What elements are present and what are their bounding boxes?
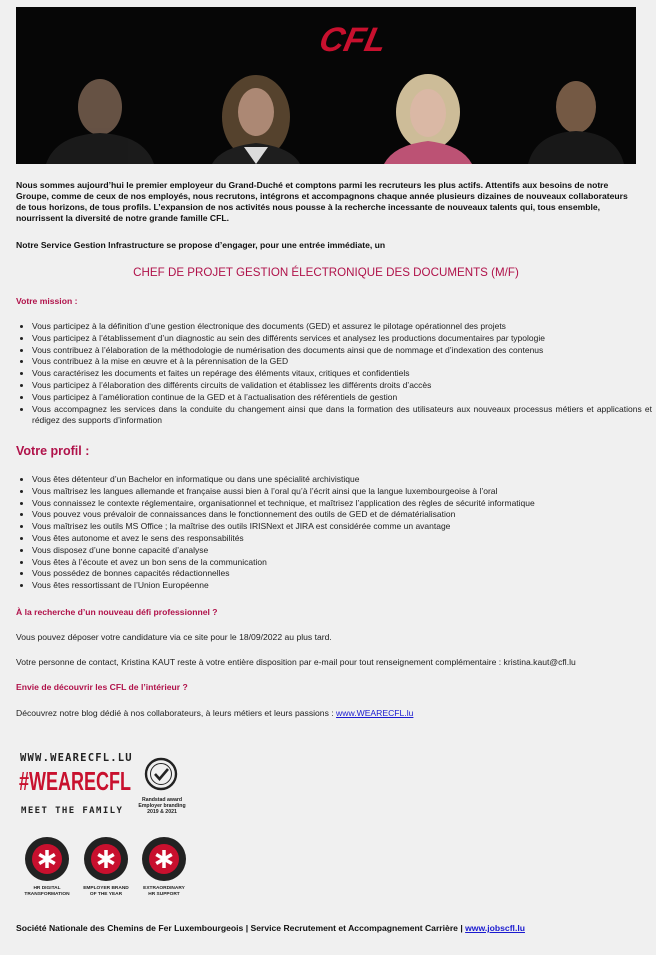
- contact-text: Votre personne de contact, Kristina KAUT reste à votre entière disposition par e-mail pour tout renseignement complémentaire : kristina.kaut@cfl.lu: [16, 657, 576, 667]
- blog-heading: Envie de découvrir les CFL de l’intérieur ?: [16, 682, 188, 692]
- intro-paragraph: Nous sommes aujourd’hui le premier employeur du Grand-Duché et comptons parmi les recruteurs les plus actifs. Attentifs aux besoins de notre Groupe, comme de ceux de nos employés, nous recrutons, intégrons et accompagnons chaque année plusieurs dizaines de nouveaux collaborateurs de tous horizons, de tous profils. L’expansion de nos activités nous pousse à la recherche incessante de nouveaux talents qui, tous ensemble, nourrissent la diversité de notre grande famille CFL.: [16, 180, 628, 223]
- list-item: • Vous participez à l’établissement d’un diagnostic au sein des différents services et analysez les productions documentaires par typologie: [32, 333, 652, 345]
- award-3-line1: EXTRAORDINARY: [143, 886, 185, 891]
- job-title: CHEF DE PROJET GESTION ÉLECTRONIQUE DES DOCUMENTS (M/F): [133, 266, 519, 279]
- list-item: • Vous contribuez à la mise en œuvre et à la pérennisation de la GED: [32, 356, 652, 368]
- person-1: [46, 79, 154, 164]
- engage-paragraph: Notre Service Gestion Infrastructure se propose d’engager, pour une entrée immédiate, un: [16, 240, 386, 250]
- list-item: • Vous êtes à l’écoute et avez un bon sens de la communication: [32, 557, 652, 569]
- cfl-logo-text: CFL: [315, 21, 390, 59]
- list-item: • Vous connaissez le contexte réglementaire, organisationnel et technique, et maîtrisez l’application des règles de sécurité informatique: [32, 498, 652, 510]
- mission-list: [16, 321, 652, 427]
- hero-banner: [16, 7, 636, 164]
- blog-link[interactable]: www.WEARECFL.lu: [336, 708, 414, 718]
- list-item: • Vous accompagnez les services dans la conduite du changement ainsi que dans la formation des utilisateurs aux nouveaux processus métiers et applications et rédigez des supports d’information: [32, 404, 652, 428]
- list-item: • Vous maîtrisez les langues allemande et française aussi bien à l’oral qu’à l’écrit ainsi que la langue luxembourgeoise à l’oral: [32, 486, 652, 498]
- profile-list: [16, 474, 652, 592]
- list-item: • Vous contribuez à l’élaboration de la méthodologie de numérisation des documents ainsi que de nommage et d’indexation des contenus: [32, 345, 652, 357]
- list-item: • Vous pouvez vous prévaloir de connaissances dans le fonctionnement des outils de GED et de dématérialisation: [32, 509, 652, 521]
- list-item: • Vous maîtrisez les outils MS Office ; la maîtrise des outils IRISNext et JIRA est considérée comme un avantage: [32, 521, 652, 533]
- footer-link[interactable]: www.jobscfl.lu: [465, 923, 525, 933]
- wearecfl-badge: [16, 738, 196, 898]
- footer-text: Société Nationale des Chemins de Fer Luxembourgeois | Service Recrutement et Accompagnement Carrière |: [16, 923, 466, 933]
- list-item: • Vous caractérisez les documents et faites un repérage des éléments vitaux, critiques et confidentiels: [32, 368, 652, 380]
- hr-award-seal-icon: [84, 837, 128, 881]
- blog-text: Découvrez notre blog dédié à nos collaborateurs, à leurs métiers et leurs passions :: [16, 708, 337, 718]
- award-2-line2: OF THE YEAR: [89, 892, 123, 897]
- hr-award-seal-icon: [142, 837, 186, 881]
- deadline-text: Vous pouvez déposer votre candidature via ce site pour le 18/09/2022 au plus tard.: [16, 632, 332, 642]
- badge-hashtag: #WEARECFL: [19, 766, 132, 796]
- list-item: • Vous êtes ressortissant de l’Union Européenne: [32, 580, 652, 592]
- badge-tagline: MEET THE FAMILY: [21, 806, 124, 816]
- list-item: • Vous participez à la définition d’une gestion électronique des documents (GED) et assurez le pilotage opérationnel des projets: [32, 321, 652, 333]
- blog-paragraph: [16, 708, 636, 718]
- hr-award-seal-icon: [25, 837, 69, 881]
- list-item: • Vous possédez de bonnes capacités rédactionnelles: [32, 568, 652, 580]
- award-seal-icon: [146, 759, 176, 789]
- award-1-line2: TRANSFORMATION: [24, 892, 70, 897]
- footer: [16, 923, 636, 933]
- profile-heading: Votre profil :: [16, 444, 90, 458]
- list-item: • Vous disposez d’une bonne capacité d’analyse: [32, 545, 652, 557]
- list-item: • Vous participez à l’amélioration continue de la GED et à l’actualisation des référentiels de gestion: [32, 392, 652, 404]
- badge-url: WWW.WEARECFL.LU: [20, 752, 133, 764]
- person-4: [528, 81, 624, 164]
- list-item: • Vous êtes autonome et avez le sens des responsabilités: [32, 533, 652, 545]
- award-2-line1: EMPLOYER BRAND: [83, 886, 129, 891]
- list-item: • Vous participez à l’élaboration des différents circuits de validation et établissez les différents droits d’accès: [32, 380, 652, 392]
- award-1-line1: HR DIGITAL: [33, 886, 61, 891]
- mission-heading: Votre mission :: [16, 296, 78, 306]
- person-3: [384, 74, 472, 164]
- award-text-2: Employer branding: [138, 803, 186, 809]
- list-item: • Vous êtes détenteur d’un Bachelor en informatique ou dans une spécialité archivistique: [32, 474, 652, 486]
- apply-heading: À la recherche d’un nouveau défi professionnel ?: [16, 607, 218, 617]
- award-text-1: Randstad award: [141, 797, 183, 803]
- team-photo: [16, 7, 636, 164]
- award-3-line2: HR SUPPORT: [148, 892, 180, 897]
- person-2: [212, 75, 300, 164]
- award-text-3: 2019 & 2021: [147, 809, 177, 815]
